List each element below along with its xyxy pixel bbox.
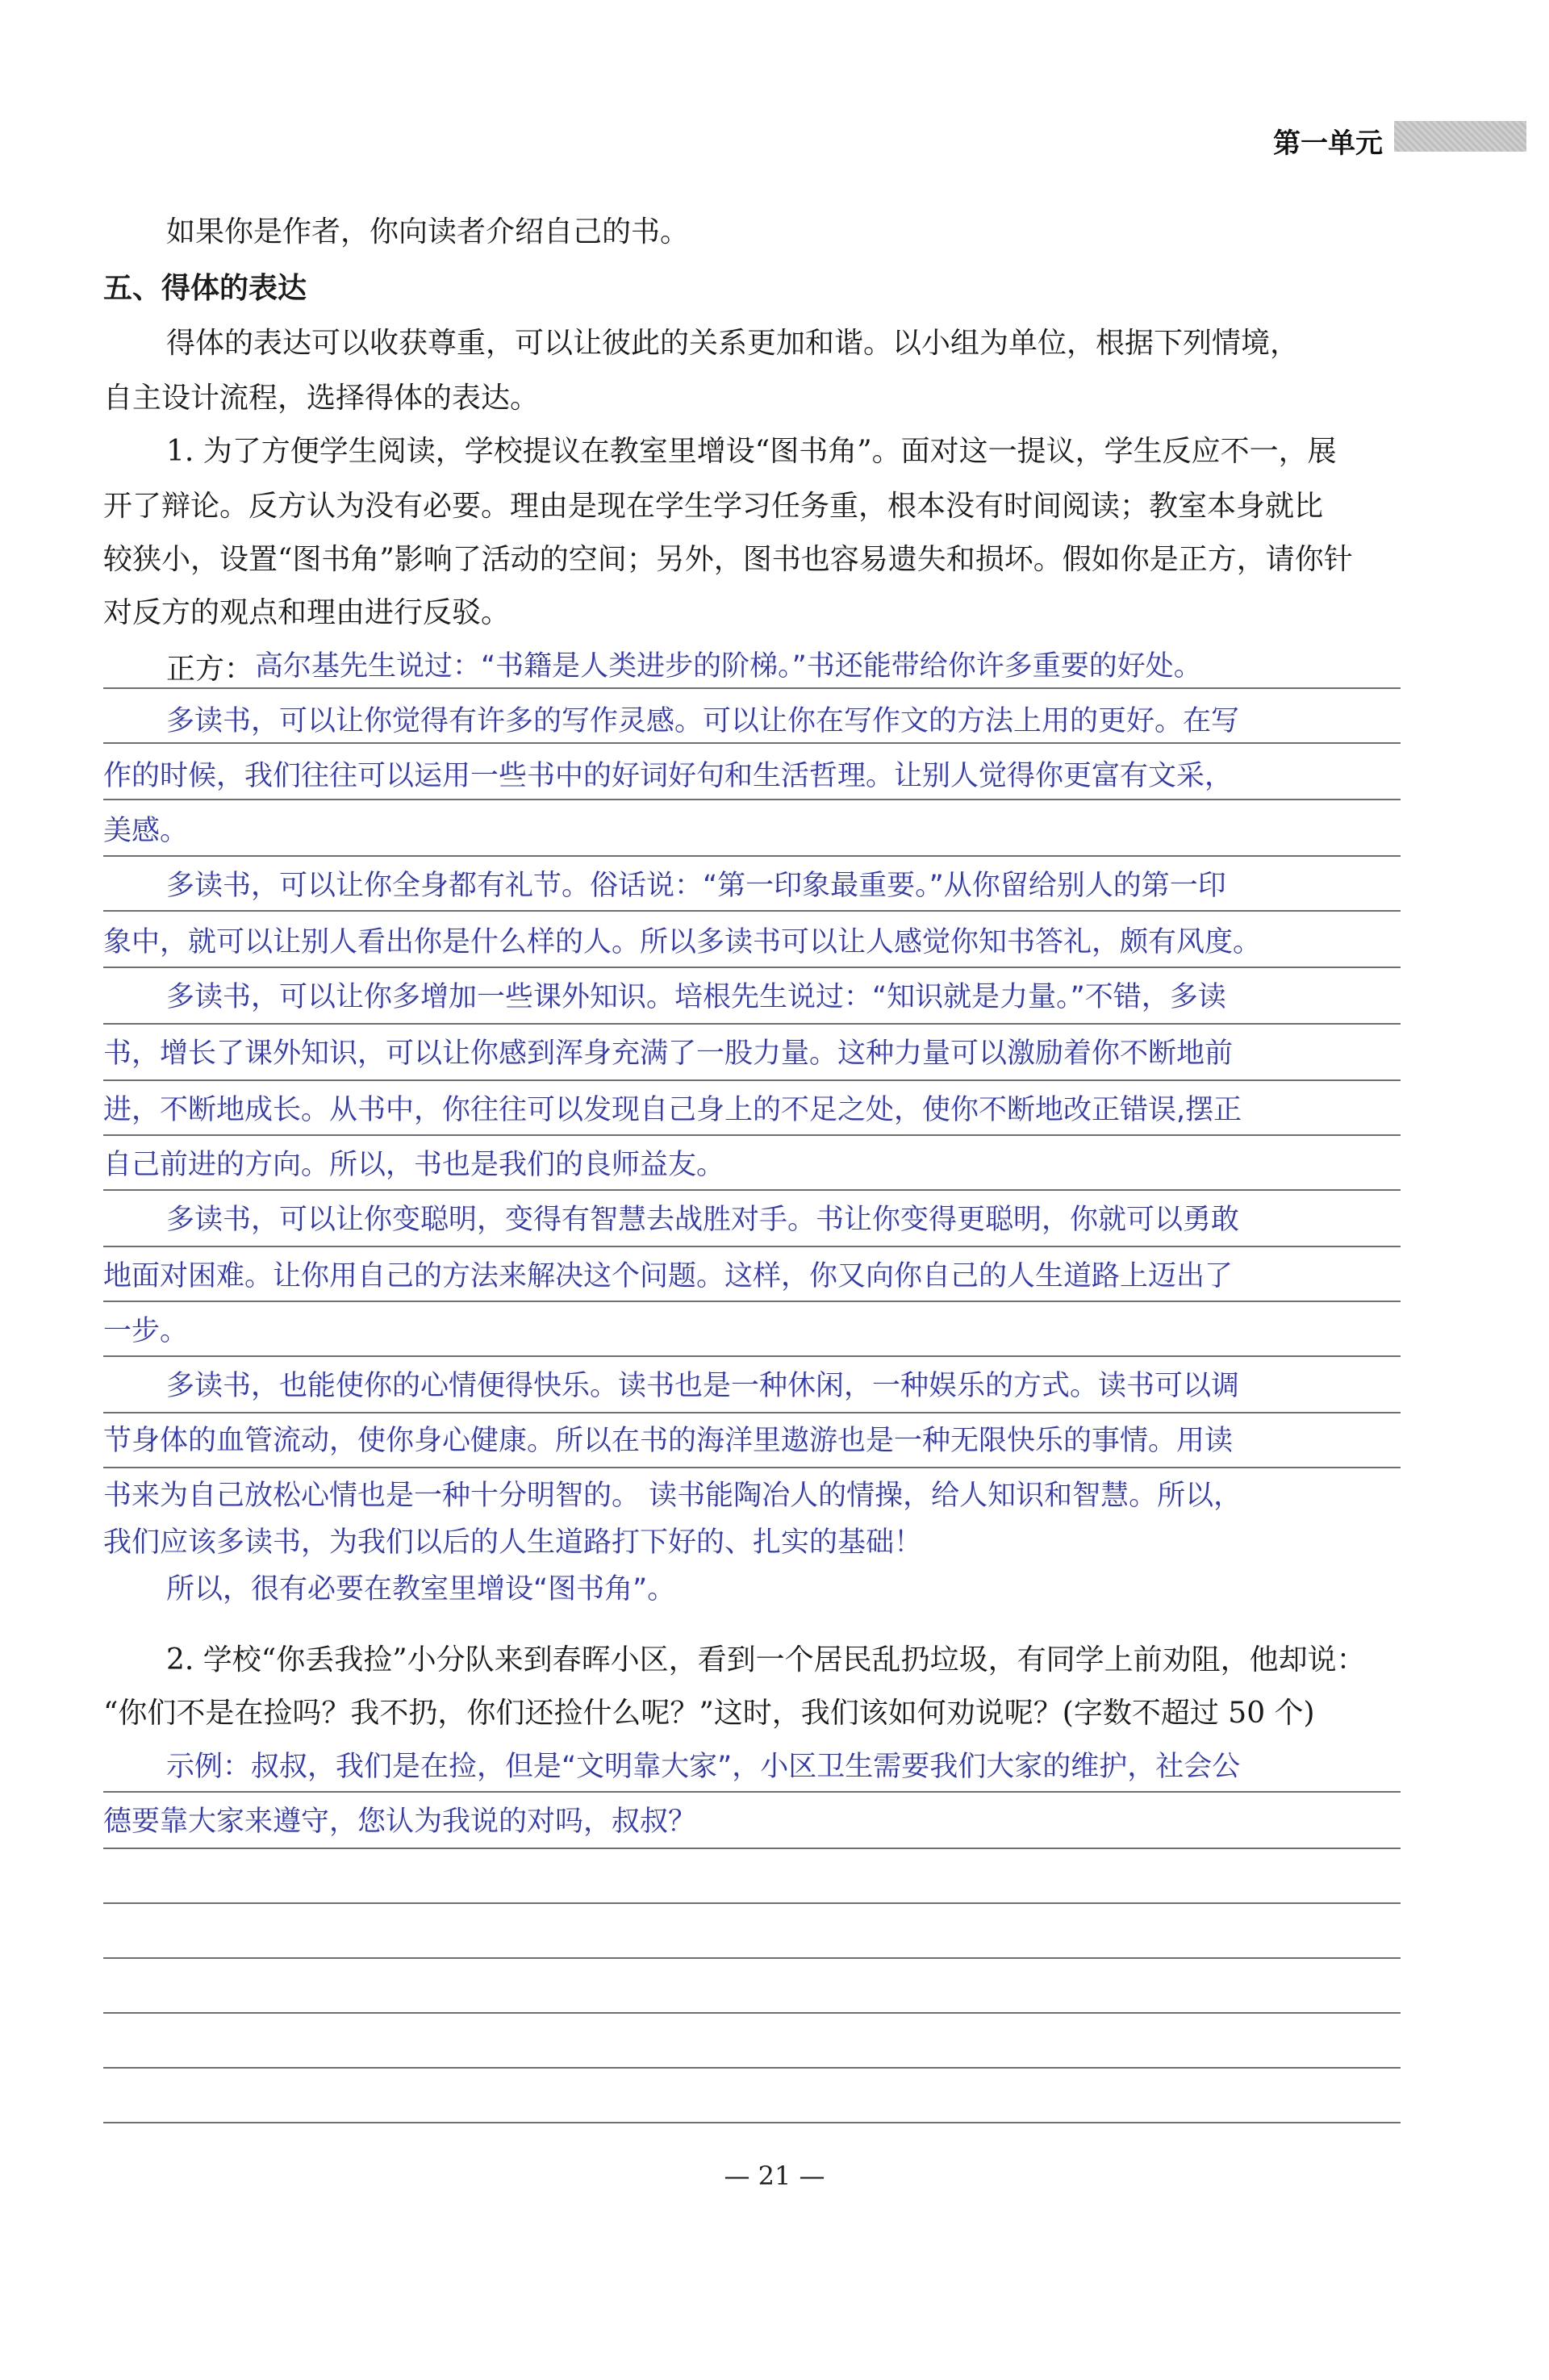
writing-rule [103, 1848, 1401, 1849]
writing-rule [103, 2122, 1401, 2123]
question1-line: 较狭小，设置“图书角”影响了活动的空间；另外，图书也容易遗失和损坏。假如你是正方，请你针 [103, 543, 1353, 576]
writing-rule [103, 1791, 1401, 1793]
writing-rule [103, 910, 1401, 912]
writing-rule [103, 742, 1401, 744]
writing-rule [103, 2012, 1401, 2014]
answer-label: 正方： [166, 653, 254, 686]
writing-rule [103, 1301, 1401, 1302]
unit-label: 第一单元 [1273, 127, 1383, 160]
writing-rule [103, 967, 1401, 968]
handwritten-answer-line: 多读书，也能使你的心情便得快乐。读书也是一种休闲，一种娱乐的方式。读书可以调 [166, 1370, 1240, 1402]
writing-rule [103, 1079, 1401, 1081]
writing-rule [103, 1355, 1401, 1357]
writing-rule [103, 1412, 1401, 1413]
section-intro-line: 自主设计流程，选择得体的表达。 [103, 382, 540, 415]
header-decor-bar [1394, 121, 1526, 152]
question1-line: 对反方的观点和理由进行反驳。 [103, 596, 511, 629]
page-number: — 21 — [724, 2161, 825, 2191]
writing-rule [103, 1902, 1401, 1904]
writing-rule [103, 1134, 1401, 1136]
handwritten-answer-line: 德要靠大家来遵守，您认为我说的对吗，叔叔？ [103, 1806, 697, 1838]
handwritten-answer-line: 多读书，可以让你变聪明，变得有智慧去战胜对手。书让你变得更聪明，你就可以勇敢 [166, 1204, 1240, 1236]
handwritten-answer-line: 我们应该多读书，为我们以后的人生道路打下好的、扎实的基础！ [103, 1526, 923, 1559]
writing-rule [103, 1246, 1401, 1247]
handwritten-answer-line: 书，增长了课外知识，可以让你感到浑身充满了一股力量。这种力量可以激励着你不断地前 [103, 1038, 1234, 1070]
writing-rule [103, 1957, 1401, 1959]
handwritten-answer-line: 节身体的血管流动，使你身心健康。所以在书的海洋里遨游也是一种无限快乐的事情。用读 [103, 1425, 1234, 1457]
handwritten-answer-line: 自己前进的方向。所以，书也是我们的良师益友。 [103, 1149, 725, 1181]
handwritten-answer-line: 美感。 [103, 815, 189, 847]
intro-line: 如果你是作者，你向读者介绍自己的书。 [166, 215, 690, 248]
writing-rule [103, 687, 1401, 689]
section-title: 五、得体的表达 [103, 272, 307, 305]
handwritten-answer-line: 高尔基先生说过：“书籍是人类进步的阶梯。”书还能带给你许多重要的好处。 [255, 650, 1202, 683]
handwritten-answer-line: 进，不断地成长。从书中，你往往可以发现自己身上的不足之处，使你不断地改正错误,摆正 [103, 1094, 1242, 1126]
question2-line: “你们不是在捡吗？我不扔，你们还捡什么呢？”这时，我们该如何劝说呢？(字数不超过 50 个) [103, 1697, 1315, 1730]
handwritten-answer-line: 一步。 [103, 1315, 189, 1347]
writing-rule [103, 2067, 1401, 2069]
question1-line: 开了辩论。反方认为没有必要。理由是现在学生学习任务重，根本没有时间阅读；教室本身就比 [103, 490, 1324, 523]
writing-rule [103, 855, 1401, 857]
question2-line: 2. 学校“你丢我捡”小分队来到春晖小区，看到一个居民乱扔垃圾，有同学上前劝阻，他却说： [166, 1643, 1366, 1676]
handwritten-answer-line: 多读书，可以让你全身都有礼节。俗话说：“第一印象最重要。”从你留给别人的第一印 [166, 870, 1226, 902]
handwritten-answer-line: 作的时候，我们往往可以运用一些书中的好词好句和生活哲理。让别人觉得你更富有文采， [103, 760, 1234, 792]
handwritten-answer-line: 多读书，可以让你多增加一些课外知识。培根先生说过：“知识就是力量。”不错，多读 [166, 981, 1226, 1013]
handwritten-answer-line: 多读书，可以让你觉得有许多的写作灵感。可以让你在写作文的方法上用的更好。在写 [166, 705, 1240, 737]
writing-rule [103, 799, 1401, 800]
handwritten-answer-line: 示例：叔叔，我们是在捡，但是“文明靠大家”，小区卫生需要我们大家的维护，社会公 [166, 1751, 1241, 1783]
handwritten-answer-line: 地面对困难。让你用自己的方法来解决这个问题。这样，你又向你自己的人生道路上迈出了 [103, 1260, 1234, 1292]
section-intro-line: 得体的表达可以收获尊重，可以让彼此的关系更加和谐。以小组为单位，根据下列情境， [166, 327, 1300, 360]
writing-rule [103, 1467, 1401, 1468]
question1-line: 1. 为了方便学生阅读，学校提议在教室里增设“图书角”。面对这一提议，学生反应不一，展 [166, 435, 1337, 468]
writing-rule [103, 1189, 1401, 1191]
handwritten-answer-line: 所以，很有必要在教室里增设“图书角”。 [166, 1573, 676, 1605]
writing-rule [103, 1023, 1401, 1025]
handwritten-answer-line: 书来为自己放松心情也是一种十分明智的。 读书能陶冶人的情操，给人知识和智慧。所以， [103, 1480, 1242, 1512]
handwritten-answer-line: 象中，就可以让别人看出你是什么样的人。所以多读书可以让人感觉你知书答礼，颇有风度。 [103, 926, 1262, 958]
